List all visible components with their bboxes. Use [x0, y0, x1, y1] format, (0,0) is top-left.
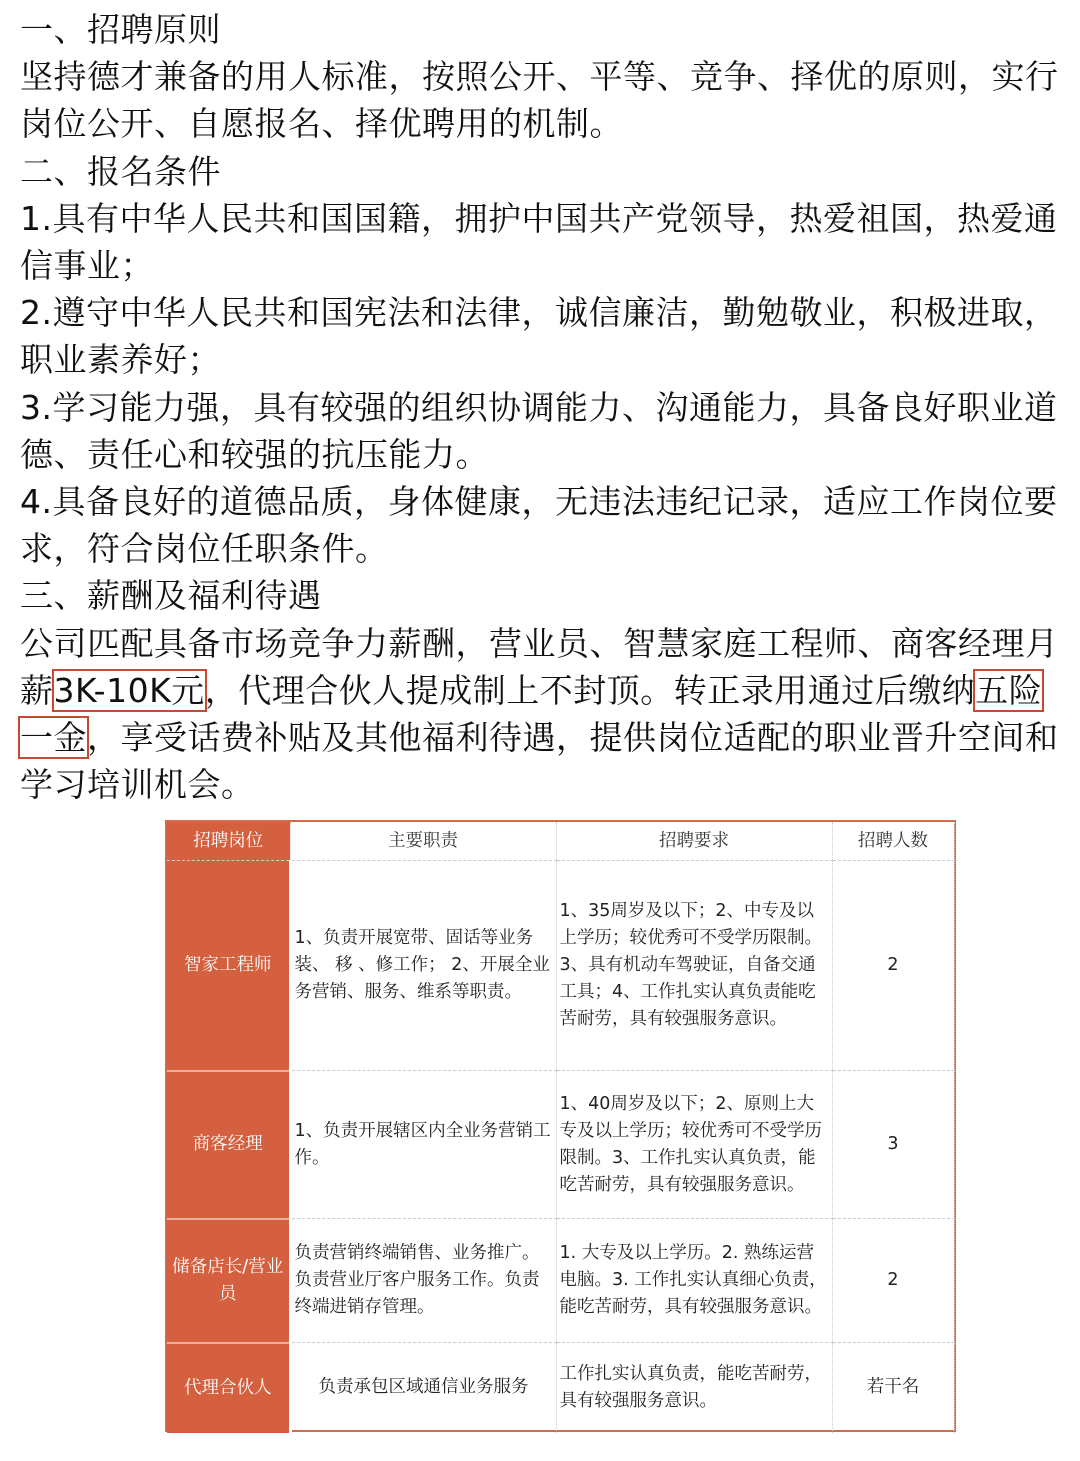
table-row — [167, 1343, 954, 1433]
header-requirement: 招聘要求 — [556, 822, 832, 861]
duty-cell: 负责营销终端销售、业务推广。负责营业厅客户服务工作。负责终端进销存管理。 — [290, 1219, 556, 1343]
section-heading-principles: 一、招聘原则 — [20, 10, 221, 49]
count-cell: 若干名 — [832, 1343, 954, 1433]
requirement-cell: 1、40周岁及以下；2、原则上大专及以上学历；较优秀可不受学历限制。3、工作扎实认真负责，能吃苦耐劳，具有较强服务意识。 — [556, 1071, 832, 1219]
salary-text-part3: ，享受话费补贴及其他福利待遇，提供岗位适配的职业晋升空间和学习培训机会。 — [20, 718, 1059, 805]
salary-text — [20, 620, 1075, 809]
condition-item-1: 1.具有中华人民共和国国籍，拥护中国共产党领导，热爱祖国，热爱通信事业； — [20, 198, 1058, 286]
salary-range-highlight: 3K-10K元 — [53, 670, 205, 710]
duty-cell: 1、负责开展辖区内全业务营销工作。 — [290, 1071, 556, 1219]
table-header-row — [167, 822, 954, 861]
count-cell: 3 — [832, 1071, 954, 1219]
header-duty: 主要职责 — [290, 822, 556, 861]
table-row — [167, 1071, 954, 1219]
condition-item-4: 4.具备良好的道德品质，身体健康，无违法违纪记录，适应工作岗位要求，符合岗位任职条件。 — [20, 482, 1058, 569]
insurance-highlight: 五险一金 — [20, 670, 1043, 758]
count-cell: 2 — [832, 1219, 954, 1343]
recruitment-document — [20, 6, 1075, 808]
table-row — [167, 861, 954, 1071]
section-heading-salary: 三、薪酬及福利待遇 — [20, 576, 322, 616]
count-cell: 2 — [832, 861, 954, 1071]
principles-text: 坚持德才兼备的用人标准，按照公开、平等、竞争、择优的原则，实行岗位公开、自愿报名、择优聘用的机制。 — [20, 57, 1059, 144]
salary-text-part1: 公司匹配具备市场竞争力薪酬，营业员、智慧家庭工程师、商客经理月薪 — [20, 623, 1059, 710]
requirement-cell: 工作扎实认真负责，能吃苦耐劳，具有较强服务意识。 — [556, 1343, 832, 1433]
header-count: 招聘人数 — [832, 822, 954, 861]
requirement-cell: 1、35周岁及以下；2、中专及以上学历；较优秀可不受学历限制。3、具有机动车驾驶证，自备交通工具；4、工作扎实认真负责能吃苦耐劳，具有较强服务意识。 — [556, 861, 832, 1071]
recruitment-table — [165, 820, 956, 1432]
header-position: 招聘岗位 — [167, 822, 290, 861]
position-cell: 商客经理 — [167, 1071, 290, 1219]
salary-text-part2: ，代理合伙人提成制上不封顶。转正录用通过后缴纳 — [204, 670, 976, 710]
condition-item-3: 3.学习能力强，具有较强的组织协调能力、沟通能力，具备良好职业道德、责任心和较强的抗压能力。 — [20, 387, 1058, 474]
condition-item-2: 2.遵守中华人民共和国宪法和法律，诚信廉洁，勤勉敬业，积极进取，职业素养好； — [20, 293, 1058, 380]
duty-cell: 1、负责开展宽带、固话等业务装、 移 、修工作； 2、开展全业务营销、服务、维系等职责。 — [290, 861, 556, 1071]
table-row — [167, 1219, 954, 1343]
duty-cell: 负责承包区域通信业务服务 — [290, 1343, 556, 1433]
position-cell: 代理合伙人 — [167, 1343, 290, 1433]
position-cell: 储备店长/营业员 — [167, 1219, 290, 1343]
requirement-cell: 1. 大专及以上学历。2. 熟练运营电脑。3. 工作扎实认真细心负责，能吃苦耐劳，具有较强服务意识。 — [556, 1219, 832, 1343]
section-heading-conditions: 二、报名条件 — [20, 151, 221, 191]
position-cell: 智家工程师 — [167, 861, 290, 1071]
